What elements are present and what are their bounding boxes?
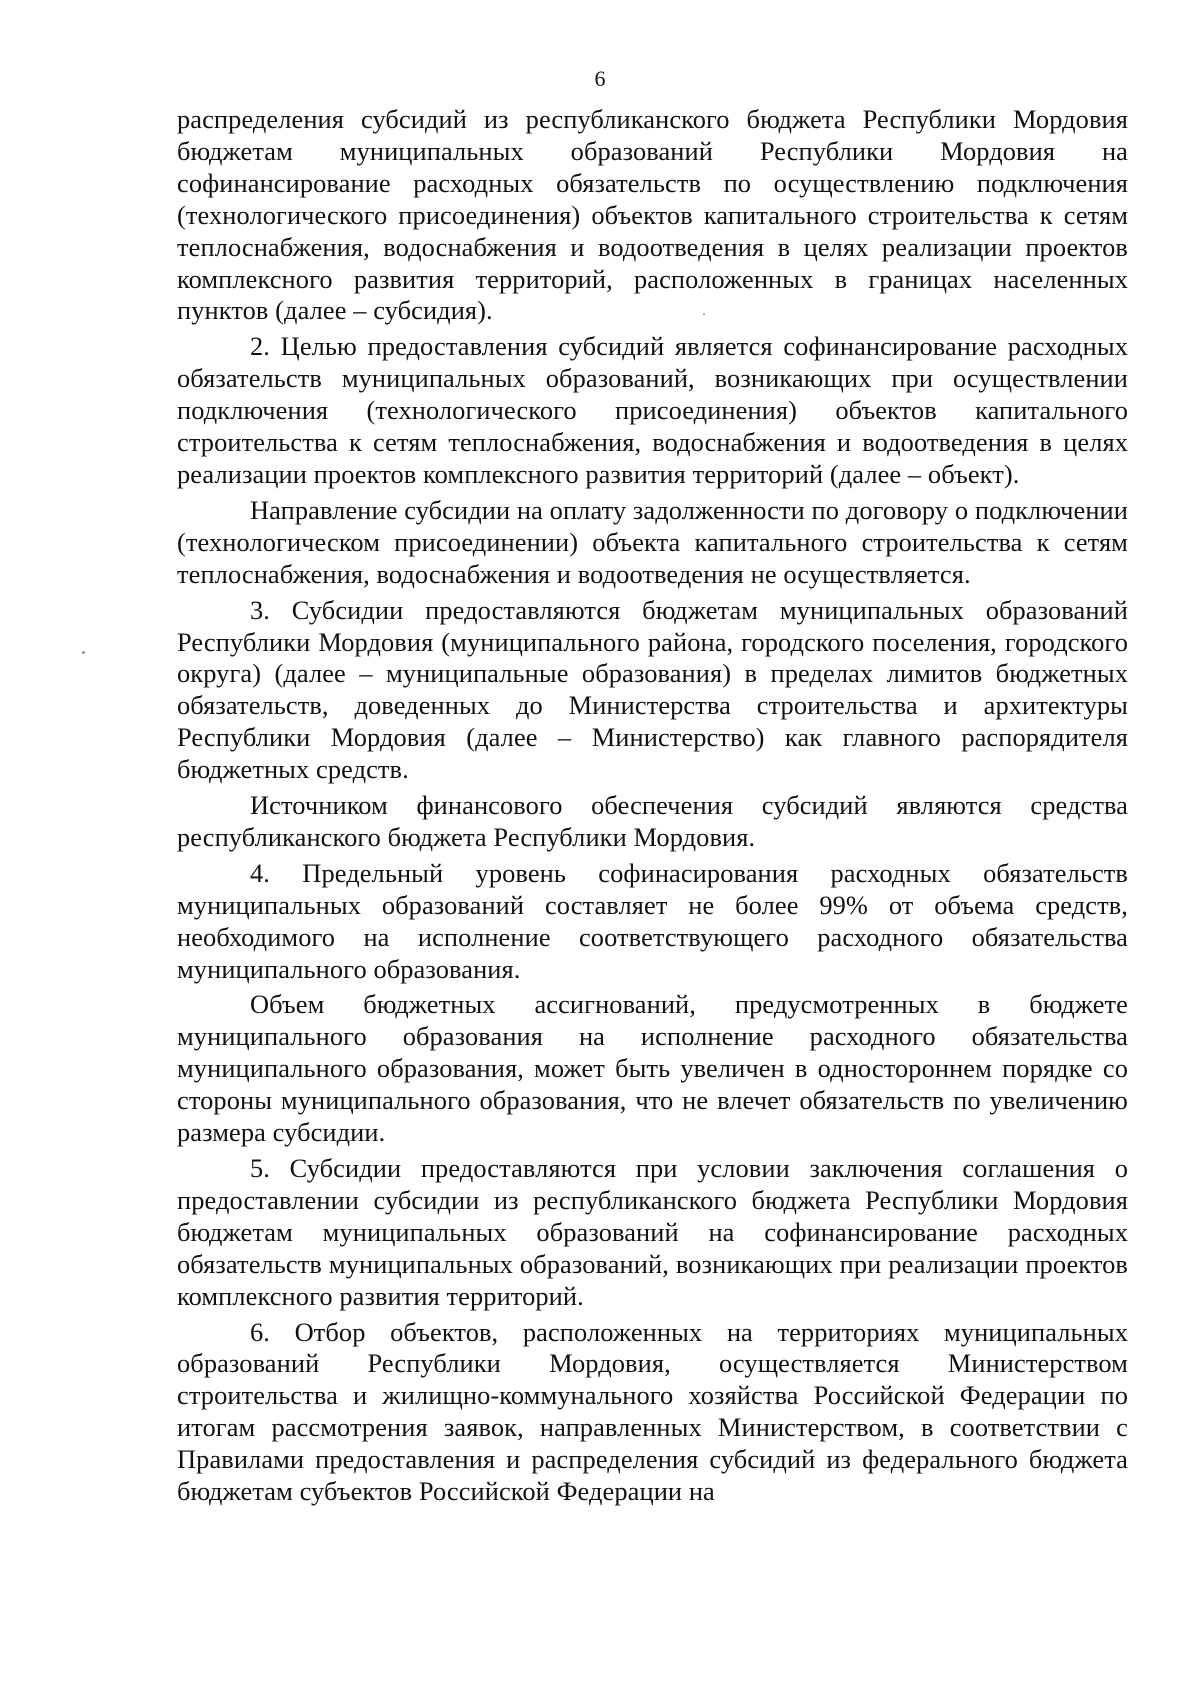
paragraph-budget-allocation: Объем бюджетных ассигнований, предусмотренных в бюджете муниципального образования на исполнение расходного обязательства муниципального образования, может быть увеличен в одностороннем порядке со стороны муниципального образования, что не влечет обязательств по увеличению размера субсидии. [177, 989, 1128, 1148]
page-number: 6 [594, 66, 606, 91]
paragraph-debt-payment: Направление субсидии на оплату задолженности по договору о подключении (технологическом присоединении) объекта капитального строительства к сетям теплоснабжения, водоснабжения и водоотведения не осуществляется. [177, 494, 1128, 589]
paragraph-item-2: 2. Целью предоставления субсидий является софинансирование расходных обязательств муниципальных образований, возникающих при осуществлении подключения (технологического присоединения) объектов капитального строительства к сетям теплоснабжения, водоснабжения и водоотведения в целях реализации проектов комплексного развития территорий (далее – объект). [177, 331, 1128, 489]
document-body [177, 104, 1128, 1508]
scan-speck [82, 651, 85, 654]
paragraph-item-3: 3. Субсидии предоставляются бюджетам муниципальных образований Республики Мордовия (муниципального района, городского поселения, городского округа) (далее – муниципальные образования) в пределах лимитов бюджетных обязательств, доведенных до Министерства строительства и архитектуры Республики Мордовия (далее – Министерство) как главного распорядителя бюджетных средств. [177, 594, 1128, 785]
paragraph-continuation: распределения субсидий из республиканского бюджета Республики Мордовия бюджетам муниципальных образований Республики Мордовия на софинансирование расходных обязательств по осуществлению подключения (технологического присоединения) объектов капитального строительства к сетям теплоснабжения, водоснабжения и водоотведения в целях реализации проектов комплексного развития территорий, расположенных в границах населенных пунктов (далее – субсидия). [177, 104, 1128, 326]
paragraph-item-5: 5. Субсидии предоставляются при условии заключения соглашения о предоставлении субсидии из республиканского бюджета Республики Мордовия бюджетам муниципальных образований на софинансирование расходных обязательств муниципальных образований, возникающих при реализации проектов комплексного развития территорий. [177, 1153, 1128, 1311]
paragraph-item-6: 6. Отбор объектов, расположенных на территориях муниципальных образований Республики Мордовия, осуществляется Министерством строительства и жилищно-коммунального хозяйства Российской Федерации по итогам рассмотрения заявок, направленных Министерством, в соответствии с Правилами предоставления и распределения субсидий из федерального бюджета бюджетам субъектов Российской Федерации на [177, 1316, 1128, 1507]
paragraph-funding-source: Источником финансового обеспечения субсидий являются средства республиканского бюджета Республики Мордовия. [177, 790, 1128, 852]
paragraph-item-4: 4. Предельный уровень софинасирования расходных обязательств муниципальных образований составляет не более 99% от объема средств, необходимого на исполнение соответствующего расходного обязательства муниципального образования. [177, 857, 1128, 984]
scan-speck [703, 313, 705, 315]
